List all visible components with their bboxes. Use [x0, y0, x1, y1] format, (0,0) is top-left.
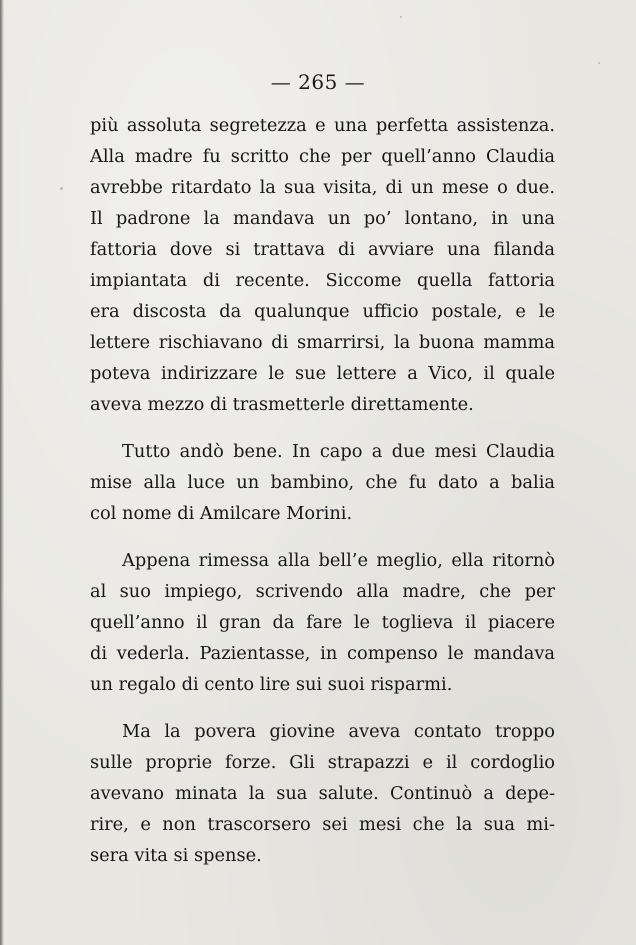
text-line: col nome di Amilcare Morini. [90, 503, 353, 524]
text-line: di vederla. Pazientasse, in compenso le mandava [90, 643, 555, 664]
text-line: rire, e non trascorsero sei mesi che la sua mi- [90, 814, 555, 835]
page-edge-shadow [0, 0, 4, 945]
page-number: — 265 — [270, 70, 366, 94]
text-line: quell’anno il gran da fare le toglieva il piacere [90, 612, 555, 633]
text-line: aveva mezzo di trasmetterle direttamente. [90, 394, 474, 415]
paragraph-2 [90, 436, 555, 529]
text-line: lettere rischiavano di smarrirsi, la buona mamma [90, 332, 555, 353]
text-line: sulle proprie forze. Gli strapazzi e il cordoglio [90, 752, 555, 773]
text-line: più assoluta segretezza e una perfetta assistenza. [90, 115, 555, 136]
scan-speck [598, 62, 600, 64]
text-line: impiantata di recente. Siccome quella fattoria [90, 270, 555, 291]
text-line: Alla madre fu scritto che per quell’anno Claudia [90, 146, 555, 167]
paragraph-1 [90, 110, 555, 420]
text-line: fattoria dove si trattava di avviare una filanda [90, 239, 555, 260]
text-line: Ma la povera giovine aveva contato troppo [122, 721, 555, 742]
text-line: avrebbe ritardato la sua visita, di un mese o due. [90, 177, 555, 198]
body-text [90, 110, 555, 871]
paragraph-gap [90, 420, 555, 436]
text-line: era discosta da qualunque ufficio postale, e le [90, 301, 555, 322]
text-line: un regalo di cento lire sui suoi risparmi. [90, 674, 453, 695]
text-line: Il padrone la mandava un po’ lontano, in una [90, 208, 555, 229]
scan-speck [400, 16, 402, 18]
text-line: avevano minata la sua salute. Continuò a depe- [90, 783, 555, 804]
text-line: al suo impiego, scrivendo alla madre, che per [90, 581, 555, 602]
scan-speck [60, 187, 63, 190]
paragraph-gap [90, 700, 555, 716]
text-line: mise alla luce un bambino, che fu dato a balia [90, 472, 555, 493]
text-line: sera vita si spense. [90, 845, 262, 866]
text-line: Appena rimessa alla bell’e meglio, ella ritornò [122, 550, 555, 571]
paragraph-gap [90, 529, 555, 545]
text-line: Tutto andò bene. In capo a due mesi Claudia [122, 441, 555, 462]
paragraph-4 [90, 716, 555, 871]
paragraph-3 [90, 545, 555, 700]
text-line: poteva indirizzare le sue lettere a Vico, il quale [90, 363, 555, 384]
